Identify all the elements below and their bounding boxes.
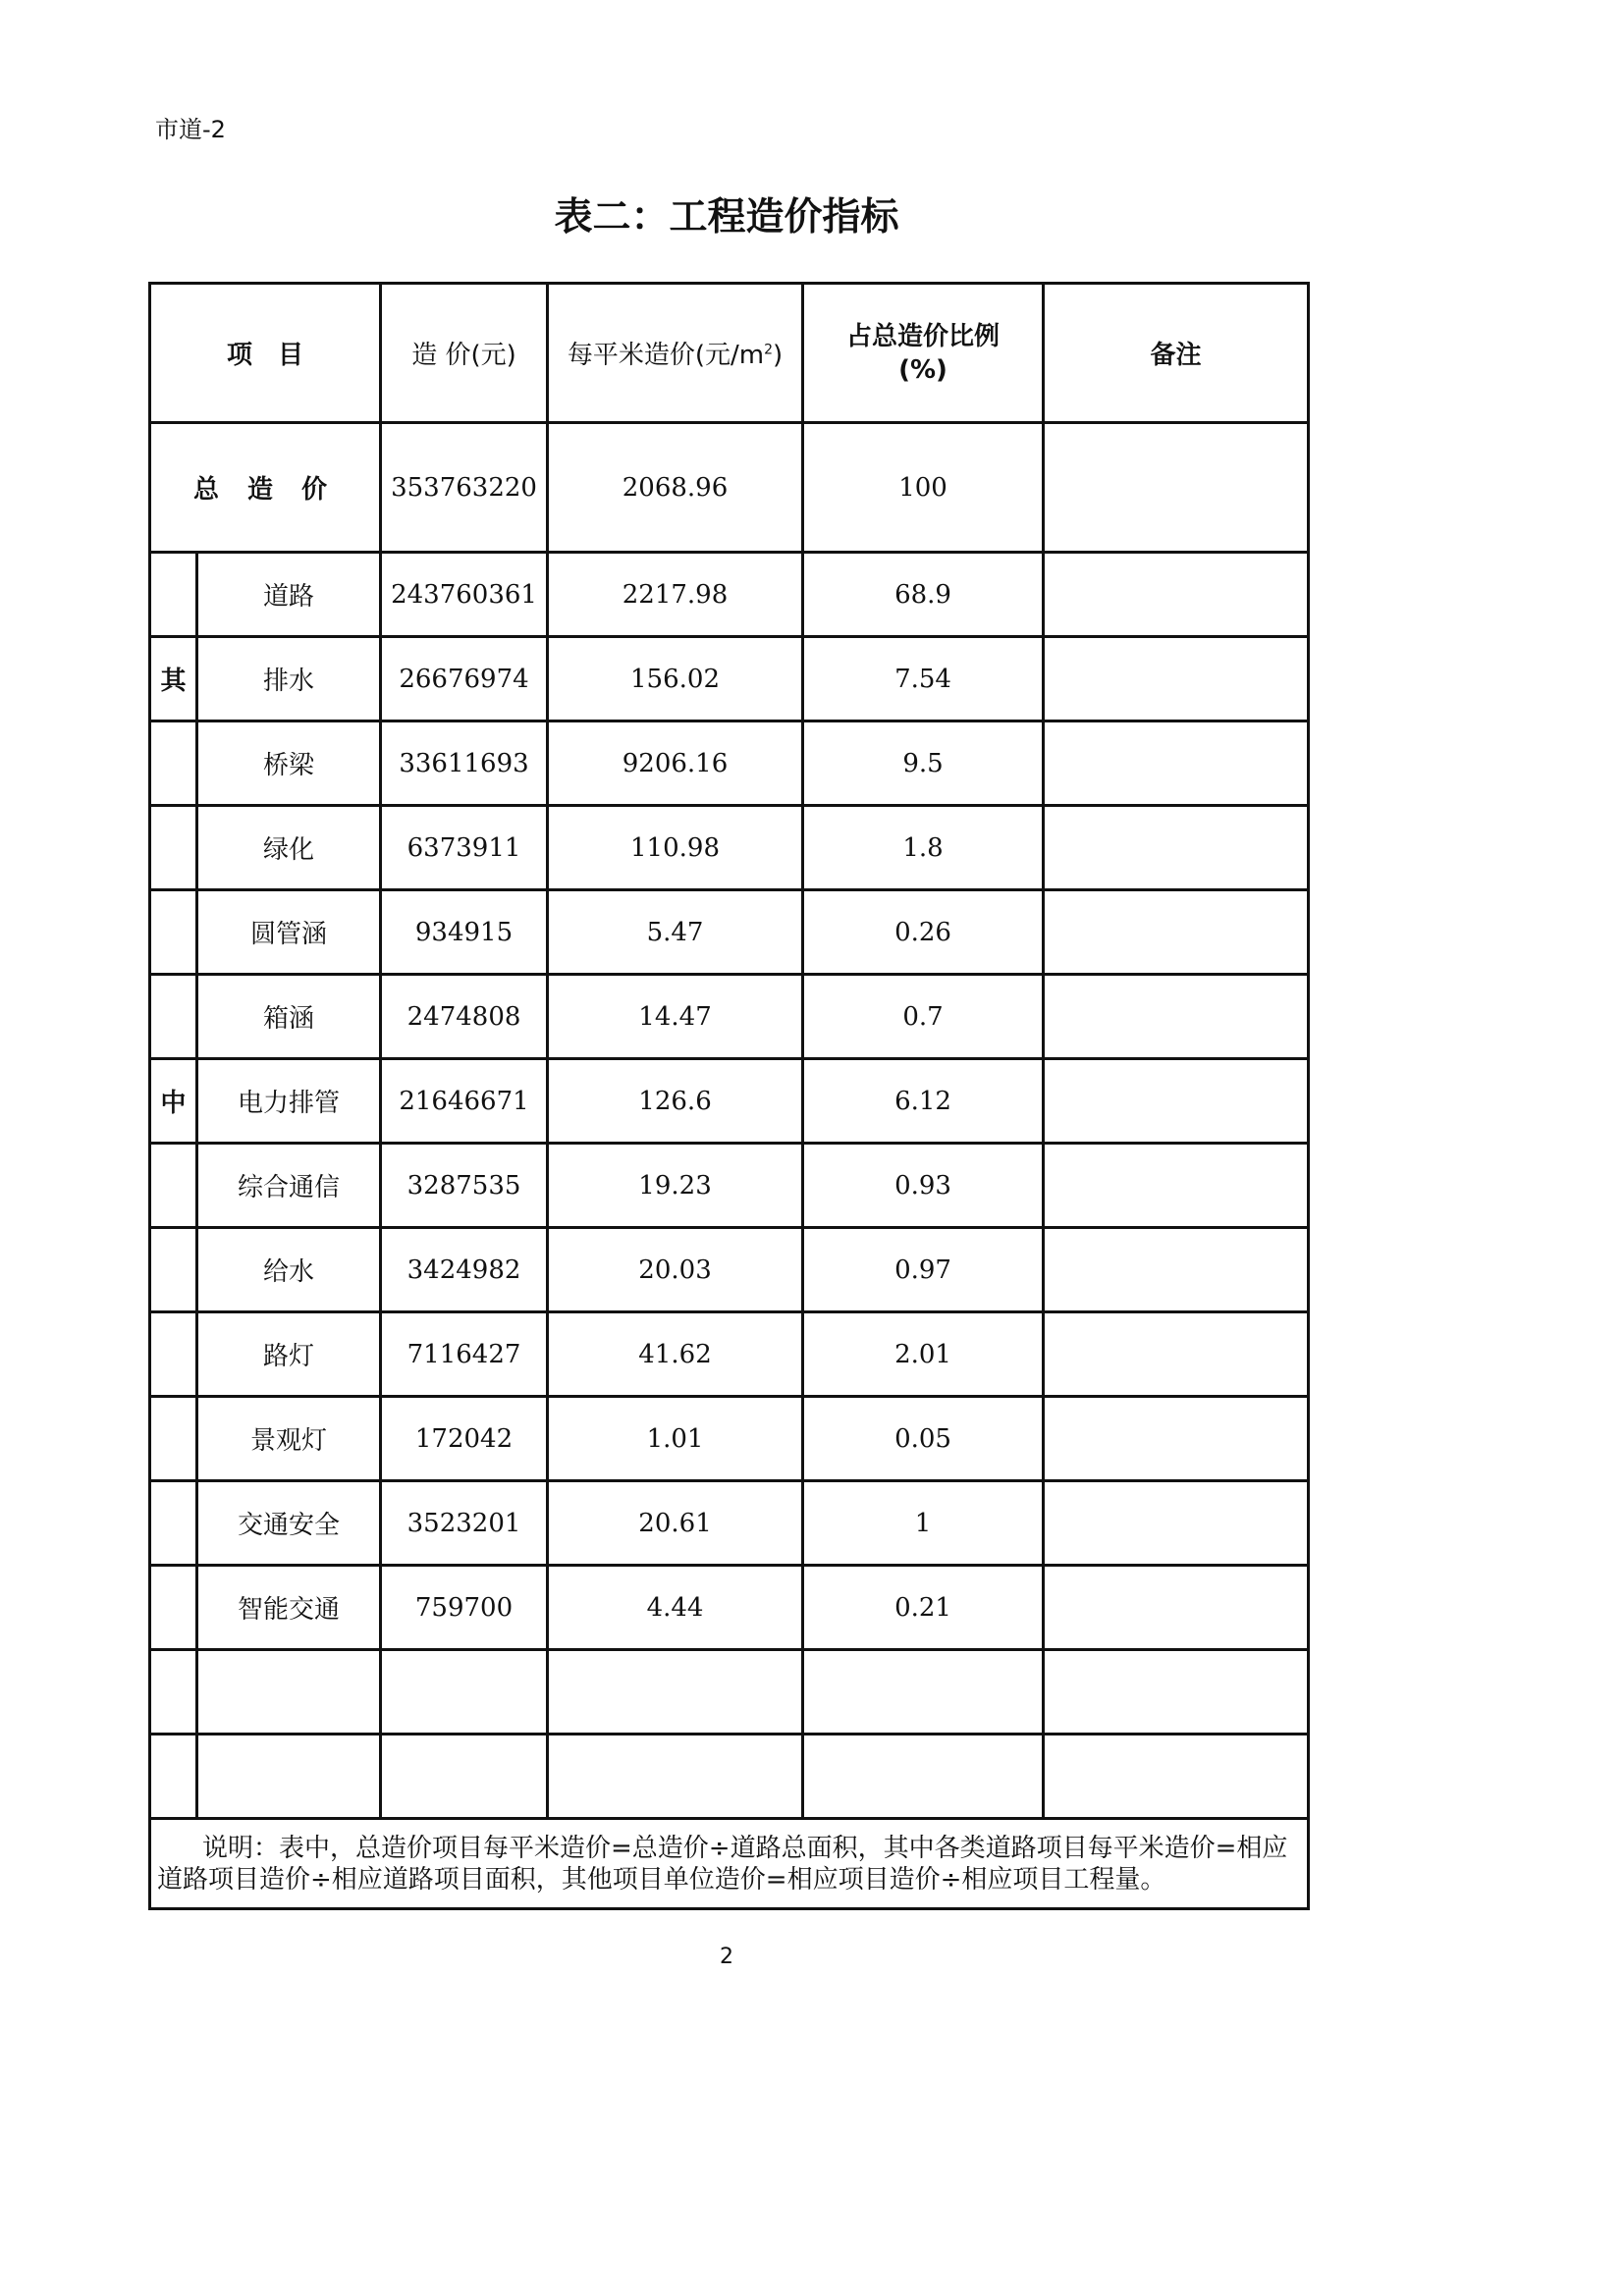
row-per-sqm: 20.61 <box>548 1481 803 1566</box>
row-cost: 6373911 <box>381 806 548 890</box>
total-ratio: 100 <box>803 423 1044 553</box>
side-label-cell <box>150 1228 197 1312</box>
side-label-cell <box>150 1566 197 1650</box>
row-cost: 3523201 <box>381 1481 548 1566</box>
document-code: 市道-2 <box>155 116 226 143</box>
row-name: 综合通信 <box>197 1144 381 1228</box>
row-ratio: 0.93 <box>803 1144 1044 1228</box>
side-label-cell <box>150 1144 197 1228</box>
row-name: 智能交通 <box>197 1566 381 1650</box>
row-cost: 33611693 <box>381 721 548 806</box>
total-row <box>150 423 1309 553</box>
cost-index-table <box>148 282 1310 1910</box>
row-remark <box>1044 1397 1309 1481</box>
row-cost: 934915 <box>381 890 548 975</box>
row-ratio <box>803 1650 1044 1735</box>
row-ratio <box>803 1735 1044 1819</box>
side-label-cell <box>150 890 197 975</box>
row-ratio: 0.26 <box>803 890 1044 975</box>
row-cost: 7116427 <box>381 1312 548 1397</box>
table-row <box>150 806 1309 890</box>
row-per-sqm: 5.47 <box>548 890 803 975</box>
side-label-cell: 中 <box>150 1059 197 1144</box>
row-ratio: 0.97 <box>803 1228 1044 1312</box>
header-item: 项 目 <box>150 284 381 423</box>
row-name: 电力排管 <box>197 1059 381 1144</box>
table-row <box>150 975 1309 1059</box>
header-per-sqm: 每平米造价(元$/m^2$) <box>548 284 803 423</box>
row-name: 圆管涵 <box>197 890 381 975</box>
side-label-cell <box>150 1312 197 1397</box>
row-cost: 243760361 <box>381 553 548 637</box>
row-ratio: 1 <box>803 1481 1044 1566</box>
table-row <box>150 1312 1309 1397</box>
row-remark <box>1044 1059 1309 1144</box>
row-remark <box>1044 1735 1309 1819</box>
row-ratio: 0.7 <box>803 975 1044 1059</box>
row-per-sqm: 1.01 <box>548 1397 803 1481</box>
total-remark <box>1044 423 1309 553</box>
side-label-cell: 其 <box>150 637 197 721</box>
row-ratio: 9.5 <box>803 721 1044 806</box>
row-remark <box>1044 553 1309 637</box>
table-row <box>150 721 1309 806</box>
row-remark <box>1044 1228 1309 1312</box>
row-name: 道路 <box>197 553 381 637</box>
row-ratio: 7.54 <box>803 637 1044 721</box>
table-row <box>150 1566 1309 1650</box>
row-per-sqm <box>548 1735 803 1819</box>
row-cost: 2474808 <box>381 975 548 1059</box>
table-row <box>150 1481 1309 1566</box>
row-per-sqm: 14.47 <box>548 975 803 1059</box>
row-per-sqm: 41.62 <box>548 1312 803 1397</box>
table-note: 说明：表中，总造价项目每平米造价=总造价÷道路总面积，其中各类道路项目每平米造价=相应道路项目造价÷相应道路项目面积，其他项目单位造价=相应项目造价÷相应项目工程量。 <box>150 1819 1309 1909</box>
row-per-sqm: 110.98 <box>548 806 803 890</box>
row-name: 排水 <box>197 637 381 721</box>
row-remark <box>1044 975 1309 1059</box>
total-label: 总 造 价 <box>150 423 381 553</box>
table-row <box>150 1397 1309 1481</box>
table-row <box>150 1735 1309 1819</box>
side-label-cell <box>150 1397 197 1481</box>
side-label-cell <box>150 1735 197 1819</box>
row-ratio: 0.05 <box>803 1397 1044 1481</box>
row-per-sqm: 20.03 <box>548 1228 803 1312</box>
header-remark: 备注 <box>1044 284 1309 423</box>
row-cost <box>381 1650 548 1735</box>
page-number: 2 <box>720 1945 733 1969</box>
row-remark <box>1044 1481 1309 1566</box>
row-remark <box>1044 806 1309 890</box>
table-row <box>150 890 1309 975</box>
table-title: 表二：工程造价指标 <box>554 195 899 240</box>
row-name: 桥梁 <box>197 721 381 806</box>
total-per-sqm: 2068.96 <box>548 423 803 553</box>
table-row <box>150 637 1309 721</box>
side-label-cell <box>150 806 197 890</box>
row-name <box>197 1650 381 1735</box>
row-remark <box>1044 890 1309 975</box>
row-ratio: 2.01 <box>803 1312 1044 1397</box>
side-label-cell <box>150 1481 197 1566</box>
row-per-sqm: 19.23 <box>548 1144 803 1228</box>
row-remark <box>1044 721 1309 806</box>
table-row <box>150 1059 1309 1144</box>
header-ratio: 占总造价比例 (%) <box>803 284 1044 423</box>
row-name: 交通安全 <box>197 1481 381 1566</box>
table-row <box>150 1144 1309 1228</box>
row-remark <box>1044 1650 1309 1735</box>
table-row <box>150 553 1309 637</box>
row-per-sqm: 9206.16 <box>548 721 803 806</box>
table-row <box>150 1228 1309 1312</box>
row-ratio: 6.12 <box>803 1059 1044 1144</box>
row-name: 路灯 <box>197 1312 381 1397</box>
header-cost: 造 价(元) <box>381 284 548 423</box>
row-cost: 172042 <box>381 1397 548 1481</box>
row-ratio: 68.9 <box>803 553 1044 637</box>
row-remark <box>1044 1566 1309 1650</box>
table-row <box>150 1650 1309 1735</box>
row-cost: 26676974 <box>381 637 548 721</box>
side-label-cell <box>150 975 197 1059</box>
row-name: 箱涵 <box>197 975 381 1059</box>
side-label-cell <box>150 721 197 806</box>
row-cost: 21646671 <box>381 1059 548 1144</box>
row-name <box>197 1735 381 1819</box>
row-per-sqm: 4.44 <box>548 1566 803 1650</box>
header-row <box>150 284 1309 423</box>
row-cost: 759700 <box>381 1566 548 1650</box>
row-cost: 3424982 <box>381 1228 548 1312</box>
row-name: 景观灯 <box>197 1397 381 1481</box>
row-cost <box>381 1735 548 1819</box>
row-per-sqm: 126.6 <box>548 1059 803 1144</box>
row-remark <box>1044 1312 1309 1397</box>
row-remark <box>1044 1144 1309 1228</box>
row-name: 给水 <box>197 1228 381 1312</box>
row-per-sqm: 156.02 <box>548 637 803 721</box>
row-cost: 3287535 <box>381 1144 548 1228</box>
row-per-sqm <box>548 1650 803 1735</box>
row-remark <box>1044 637 1309 721</box>
row-name: 绿化 <box>197 806 381 890</box>
side-label-cell <box>150 1650 197 1735</box>
row-ratio: 0.21 <box>803 1566 1044 1650</box>
total-cost: 353763220 <box>381 423 548 553</box>
row-ratio: 1.8 <box>803 806 1044 890</box>
side-label-cell <box>150 553 197 637</box>
row-per-sqm: 2217.98 <box>548 553 803 637</box>
